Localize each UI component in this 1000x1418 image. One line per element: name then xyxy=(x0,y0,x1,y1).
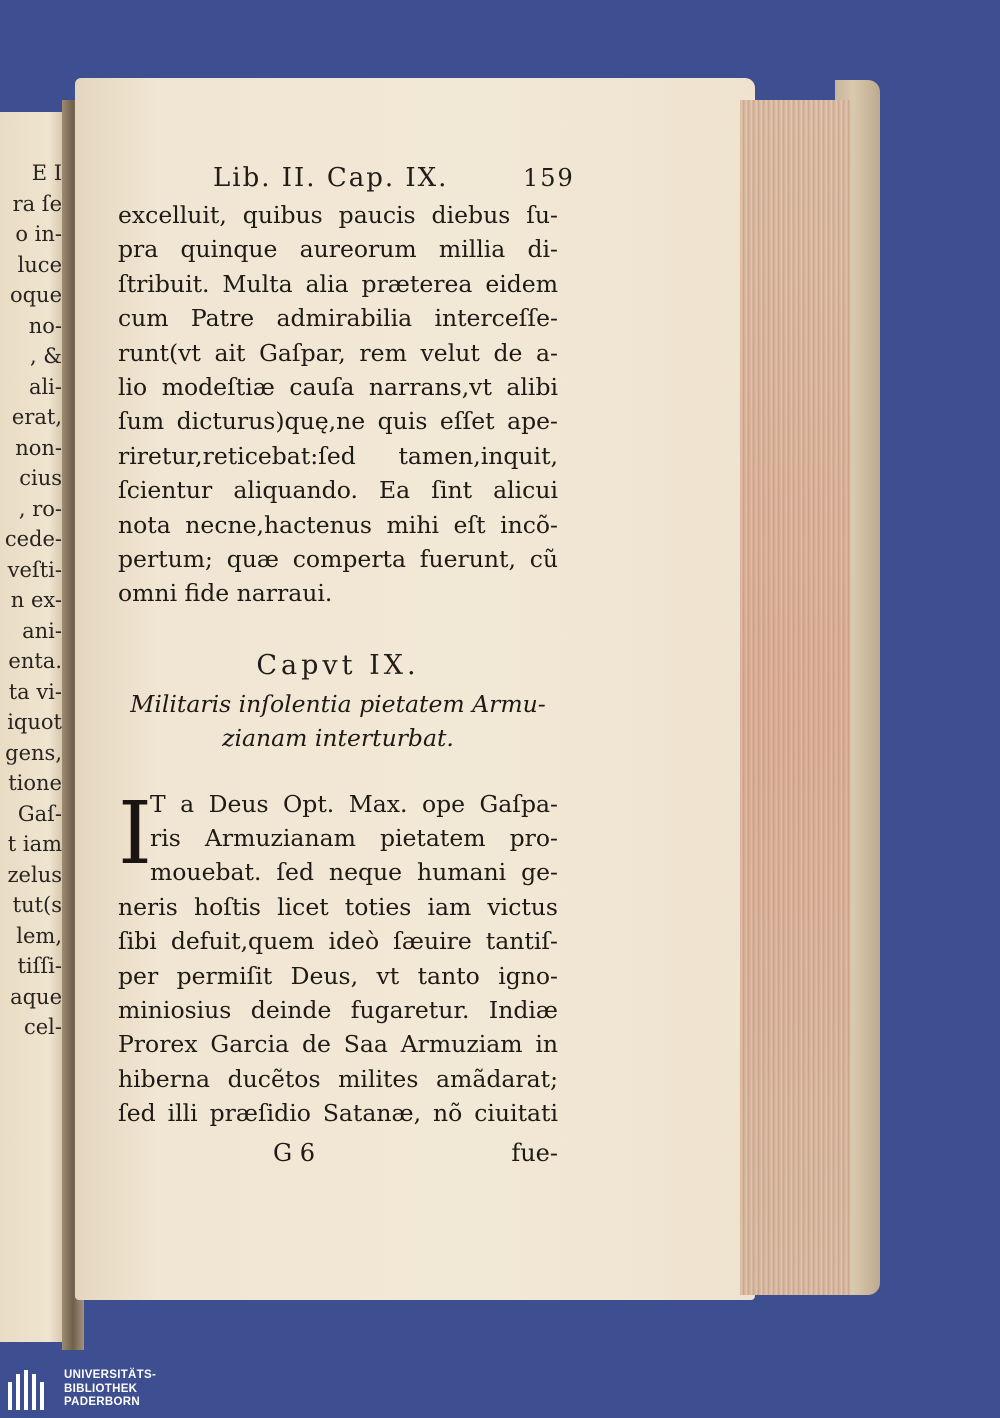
text-line: Gaſ- xyxy=(17,801,62,826)
running-head xyxy=(118,158,575,198)
page-edges-tint xyxy=(740,100,850,1295)
text-line: ris Armuzianam pietatem pro- xyxy=(150,824,558,853)
text-line: mouebat. ſed neque humani ge- xyxy=(150,858,558,887)
text-line: pertum; quæ comperta fuerunt, cũ xyxy=(118,544,558,573)
text-line: tione xyxy=(8,771,62,795)
text-line: o in- xyxy=(15,222,62,246)
text-line: zelus xyxy=(7,862,62,887)
drop-cap: I xyxy=(118,783,152,884)
text-line: erat, xyxy=(11,405,62,429)
text-line: cel- xyxy=(23,1015,62,1039)
text-line: ſed illi præſidio Satanæ, nõ ciuitati xyxy=(118,1099,558,1128)
text-line: lem, xyxy=(16,923,62,948)
text-line: , ro- xyxy=(18,496,62,521)
text-line: no- xyxy=(28,313,62,338)
text-line: oque xyxy=(9,283,62,307)
text-line: t iam xyxy=(7,832,62,856)
text-line: cius xyxy=(19,466,62,490)
text-line: ani- xyxy=(22,618,62,643)
text-line: ſcientur aliquando. Ea ſint alicui xyxy=(118,476,558,505)
logo-line-3: PADERBORN xyxy=(64,1396,140,1408)
text-line: ra ſe xyxy=(12,191,62,216)
text-line: cede- xyxy=(4,527,62,551)
logo-line-1: UNIVERSITÄTS- xyxy=(64,1369,157,1381)
text-line: , & xyxy=(29,344,62,368)
text-line: excelluit, quibus paucis diebus ſu- xyxy=(118,201,558,229)
text-line: ſibi defuit,quem ideò ſæuire tantiſ- xyxy=(118,927,558,956)
catchword: fue- xyxy=(511,1138,558,1167)
paragraph-2 xyxy=(118,783,558,1131)
paragraph-1 xyxy=(118,198,558,611)
page-number: 159 xyxy=(523,164,575,192)
text-line: zianam interturbat. xyxy=(222,723,454,752)
text-line: ali- xyxy=(28,374,62,399)
text-line: gens, xyxy=(5,740,62,765)
library-logo xyxy=(4,1368,204,1412)
text-line: E I xyxy=(31,161,62,185)
text-line: tut(s xyxy=(12,893,62,917)
text-line: tiſſi- xyxy=(17,954,62,978)
chapter-title: Capvt IX. xyxy=(256,649,420,681)
text-line: ta vi- xyxy=(8,679,62,704)
text-line: Militaris inſolentia pietatem Armu- xyxy=(130,689,546,718)
text-line: non- xyxy=(15,435,62,460)
text-line: n ex- xyxy=(10,588,62,612)
text-line: omni fide narraui. xyxy=(118,579,333,608)
logo-line-2: BIBLIOTHEK xyxy=(64,1382,138,1395)
text-line: enta. xyxy=(8,649,62,673)
text-line: ſum dicturus)quę,ne quis eſſet ape- xyxy=(118,407,558,436)
text-line: hiberna ducẽtos milites amãdarat; xyxy=(118,1064,558,1093)
page-footer xyxy=(118,1135,558,1171)
signature-mark: G 6 xyxy=(273,1138,316,1167)
text-line: cum Patre admirabilia interceſſe- xyxy=(118,304,558,333)
text-line: per permiſit Deus, vt tanto igno- xyxy=(118,961,558,990)
library-logo-text xyxy=(64,1369,156,1410)
library-logo-icon xyxy=(8,1370,52,1410)
text-line: lio modeſtiæ cauſa narrans,vt alibi xyxy=(118,372,558,401)
text-line: riretur,reticebat:ſed tamen,inquit, xyxy=(118,441,558,470)
text-line: Prorex Garcia de Saa Armuziam in xyxy=(118,1030,558,1059)
text-line: pra quinque aureorum millia di- xyxy=(118,235,558,264)
text-line: nota necne,hactenus mihi eſt incõ- xyxy=(118,510,558,539)
text-line: ſtribuit. Multa alia præterea eidem xyxy=(118,269,558,298)
text-line: iquot xyxy=(7,710,62,734)
text-line: veſti- xyxy=(7,557,62,582)
page-text-block xyxy=(118,158,575,1171)
running-head-text: Lib. II. Cap. IX. xyxy=(213,163,449,193)
text-line: luce xyxy=(17,252,62,277)
chapter-subtitle xyxy=(118,687,558,755)
text-line: T a Deus Opt. Max. ope Gaſpa- xyxy=(150,789,558,818)
text-line: aque xyxy=(10,984,62,1009)
text-line: runt(vt ait Gaſpar, rem velut de a- xyxy=(118,338,558,367)
text-line: miniosius deinde fugaretur. Indiæ xyxy=(118,996,558,1025)
left-page xyxy=(0,112,70,1342)
text-line: neris hoſtis licet toties iam victus xyxy=(118,892,558,921)
left-page-text xyxy=(0,158,70,1043)
